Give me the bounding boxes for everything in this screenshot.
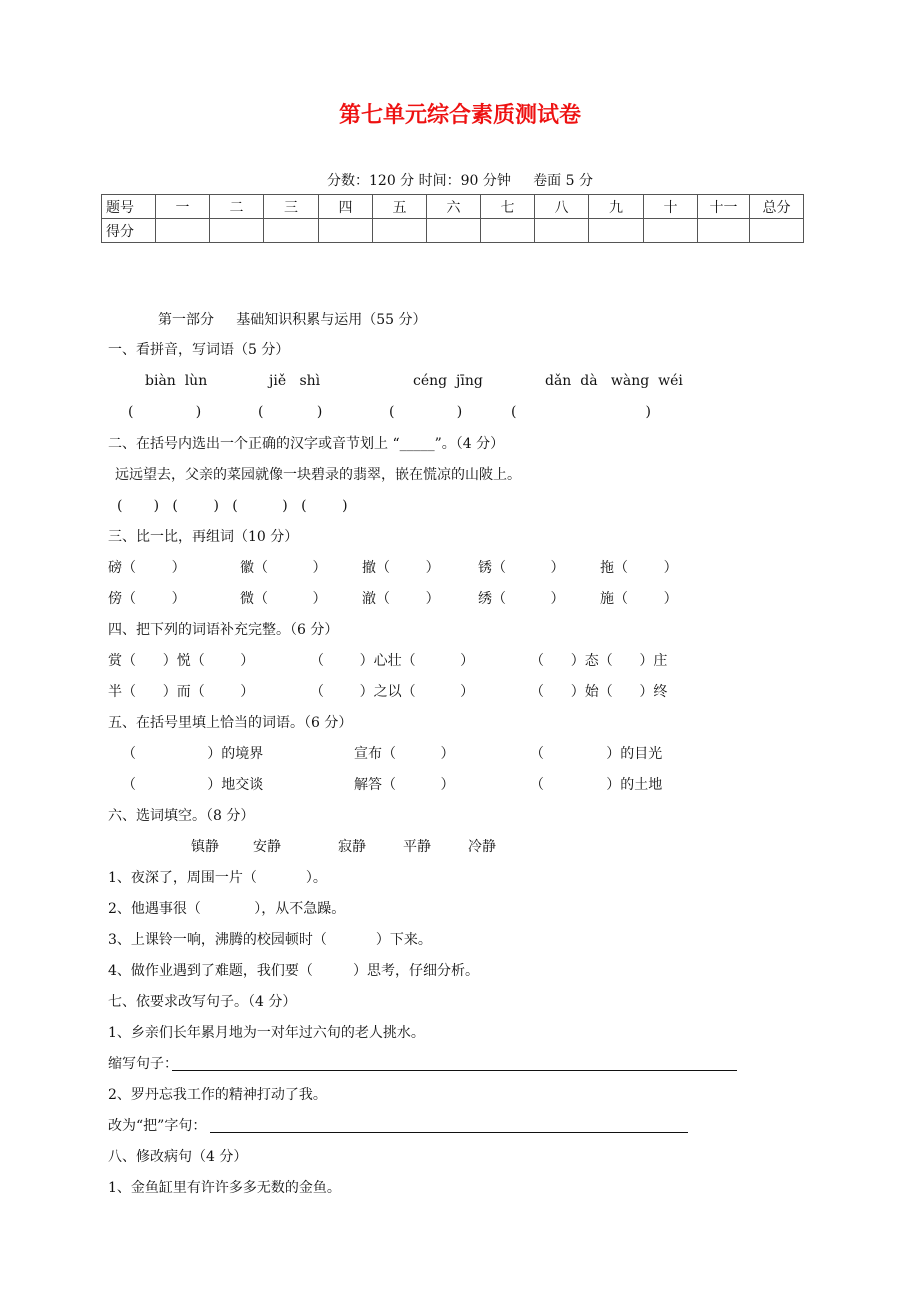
q6-word-option: 镇静 [191,839,219,855]
q2-heading: 二、在括号内选出一个正确的汉字或音节划上 “_____”。（4 分） [108,436,505,452]
score-table [101,194,804,243]
q3-item[interactable]: 磅（ ） [108,560,186,576]
header-cell: 一 [156,195,210,219]
score-cell[interactable] [156,219,210,243]
q3-item[interactable]: 拖（ ） [600,560,678,576]
q6-word-option: 安静 [253,839,281,855]
q4-item[interactable]: （ ）始（ ）终 [530,684,668,700]
q3-item[interactable]: 绣（ ） [478,591,565,607]
score-cell[interactable] [210,219,264,243]
q4-heading: 四、把下列的词语补充完整。（6 分） [108,622,339,638]
q5-item[interactable]: （ ）的土地 [530,777,663,793]
q1-answer-blank[interactable]: ( ) [511,404,651,420]
score-table-header-row [102,195,804,219]
q7-item1-prompt: 缩写句子： [108,1056,178,1072]
q6-word-option: 冷静 [468,839,496,855]
q3-item[interactable]: 施（ ） [600,591,678,607]
header-cell: 九 [589,195,644,219]
q1-pinyin-3: céng jīng [413,373,483,389]
q1-pinyin-2: jiě shì [269,373,321,389]
q3-item[interactable]: 傍（ ） [108,591,186,607]
q1-answer-blank[interactable]: ( ) [128,404,202,420]
q1-pinyin-4: dǎn dà wàng wéi [545,373,683,389]
q2-answer-blanks[interactable]: ( ) ( ) ( ) ( ) [117,498,348,514]
q3-item[interactable]: 澈（ ） [362,591,440,607]
q5-item[interactable]: （ ）地交谈 [122,777,264,793]
score-cell[interactable] [319,219,373,243]
q6-word-option: 寂静 [338,839,366,855]
q3-item[interactable]: 撤（ ） [362,560,440,576]
q1-answer-blank[interactable]: ( ) [258,404,323,420]
score-info: 分数：120 分 时间：90 分钟 卷面 5 分 [327,173,593,189]
q3-heading: 三、比一比，再组词（10 分） [108,529,299,545]
q6-heading: 六、选词填空。（8 分） [108,808,255,824]
score-cell[interactable] [750,219,804,243]
header-cell: 总分 [750,195,804,219]
header-cell: 二 [210,195,264,219]
score-table-score-row [102,219,804,243]
header-cell: 三 [264,195,319,219]
header-cell: 十 [644,195,698,219]
header-cell: 五 [373,195,427,219]
q7-item2-prompt: 改为“把”字句： [108,1118,207,1134]
score-cell[interactable] [264,219,319,243]
q3-item[interactable]: 锈（ ） [478,560,565,576]
score-cell[interactable] [373,219,427,243]
q5-item[interactable]: 解答（ ） [354,777,455,793]
q6-item[interactable]: 1、夜深了，周围一片（ ）。 [108,870,327,886]
header-cell: 十一 [698,195,750,219]
score-cell[interactable] [644,219,698,243]
header-cell: 六 [427,195,481,219]
score-cell[interactable] [589,219,644,243]
q6-item[interactable]: 3、上课铃一响，沸腾的校园顿时（ ）下来。 [108,932,432,948]
q8-heading: 八、修改病句（4 分） [108,1149,248,1165]
header-cell: 题号 [102,195,156,219]
score-cell[interactable] [481,219,535,243]
q4-item[interactable]: （ ）态（ ）庄 [530,653,668,669]
q4-item[interactable]: （ ）心壮（ ） [310,653,475,669]
score-cell[interactable] [427,219,481,243]
q5-item[interactable]: （ ）的目光 [530,746,663,762]
q6-word-option: 平静 [403,839,431,855]
part1-heading: 第一部分 基础知识积累与运用（55 分） [158,312,427,328]
score-row-label: 得分 [102,219,156,243]
q7-item1: 1、乡亲们长年累月地为一对年过六旬的老人挑水。 [108,1025,425,1041]
q1-heading: 一、看拼音，写词语（5 分） [108,342,290,358]
q3-item[interactable]: 徽（ ） [240,560,327,576]
exam-title: 第七单元综合素质测试卷 [338,103,581,128]
q5-item[interactable]: 宣布（ ） [354,746,455,762]
q4-item[interactable]: 半（ ）而（ ） [108,684,255,700]
header-cell: 七 [481,195,535,219]
q2-sentence: 远远望去，父亲的菜园就像一块碧录的翡翠，嵌在慌凉的山陂上。 [115,467,521,483]
score-cell[interactable] [698,219,750,243]
score-cell[interactable] [535,219,589,243]
q7-item2: 2、罗丹忘我工作的精神打动了我。 [108,1087,327,1103]
q7-item1-answer-line[interactable] [172,1070,737,1071]
q4-item[interactable]: 赏（ ）悦（ ） [108,653,255,669]
q7-heading: 七、依要求改写句子。（4 分） [108,994,297,1010]
q8-item1: 1、金鱼缸里有许许多多无数的金鱼。 [108,1180,341,1196]
q6-item[interactable]: 4、做作业遇到了难题，我们要（ ）思考，仔细分析。 [108,963,479,979]
q4-item[interactable]: （ ）之以（ ） [310,684,475,700]
q1-answer-blank[interactable]: ( ) [389,404,463,420]
q5-item[interactable]: （ ）的境界 [122,746,264,762]
q3-item[interactable]: 微（ ） [240,591,327,607]
q5-heading: 五、在括号里填上恰当的词语。（6 分） [108,715,353,731]
header-cell: 八 [535,195,589,219]
header-cell: 四 [319,195,373,219]
q1-pinyin-1: biàn lùn [145,373,208,389]
q7-item2-answer-line[interactable] [210,1132,688,1133]
q6-item[interactable]: 2、他遇事很（ ），从不急躁。 [108,901,346,917]
